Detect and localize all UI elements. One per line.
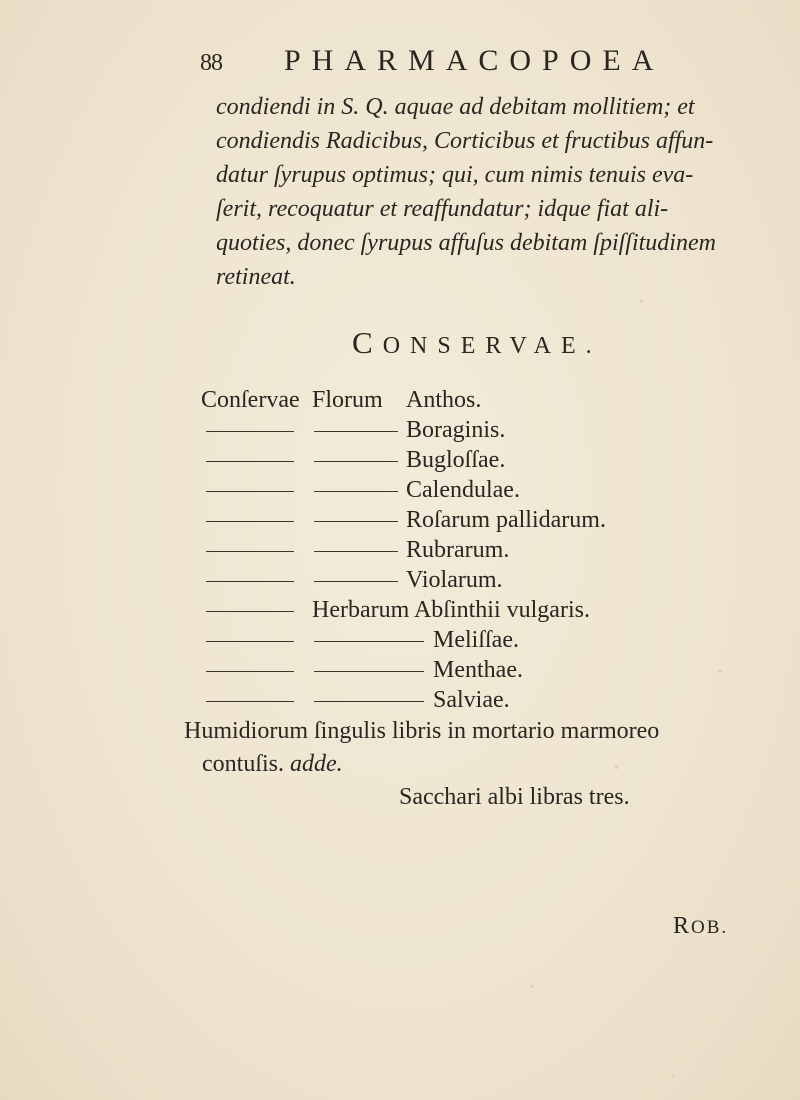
running-title: PHARMACOPOEA	[284, 44, 665, 77]
paper-spot	[615, 765, 618, 769]
page-number: 88	[200, 50, 222, 76]
list-col3: Rubrarum.	[406, 537, 510, 563]
list-col3: Anthos.	[406, 387, 482, 413]
list-col3: Meliſſae.	[433, 627, 519, 653]
ditto-rule	[314, 521, 398, 522]
intro-line: condiendis Radicibus, Corticibus et fructibus affun-	[216, 128, 714, 154]
intro-line: condiendi in S. Q. aquae ad debitam mollitiem; et	[216, 94, 695, 120]
ditto-rule	[314, 641, 424, 642]
catchword-rest: OB.	[691, 917, 729, 938]
list-col1: Conſervae	[201, 387, 300, 413]
catchword	[673, 913, 728, 940]
intro-line: retineat.	[216, 264, 296, 290]
ditto-rule	[206, 491, 294, 492]
closing-line: Sacchari albi libras tres.	[399, 784, 630, 810]
ditto-rule	[314, 461, 398, 462]
ditto-rule	[314, 581, 398, 582]
ditto-rule	[206, 431, 294, 432]
list-col3: Bugloſſae.	[406, 447, 506, 473]
intro-line: datur ſyrupus optimus; qui, cum nimis tenuis eva-	[216, 162, 694, 188]
intro-line: quoties, donec ſyrupus affuſus debitam ſpiſſitudinem	[216, 230, 716, 256]
page-header	[200, 42, 800, 82]
paper-spot	[530, 985, 533, 988]
ditto-rule	[206, 701, 294, 702]
paper-spot	[640, 300, 643, 303]
ditto-rule	[206, 611, 294, 612]
ditto-rule	[314, 551, 398, 552]
intro-line: ſerit, recoquatur et reaffundatur; idque fiat ali-	[216, 196, 669, 222]
ditto-rule	[314, 701, 424, 702]
ditto-rule	[206, 461, 294, 462]
catchword-initial: R	[673, 913, 692, 939]
closing-italic: adde.	[290, 751, 343, 777]
list-col3: Calendulae.	[406, 477, 520, 503]
closing-line	[202, 751, 343, 778]
ditto-rule	[206, 581, 294, 582]
list-col2: Florum	[312, 387, 383, 413]
ditto-rule	[206, 521, 294, 522]
ditto-rule	[206, 671, 294, 672]
ditto-rule	[206, 551, 294, 552]
paper-spot	[672, 1075, 675, 1078]
ditto-rule	[314, 671, 424, 672]
section-heading	[352, 325, 602, 361]
section-heading-initial: C	[352, 325, 383, 360]
closing-line: Humidiorum ſingulis libris in mortario marmoreo	[184, 718, 660, 744]
ditto-rule	[206, 641, 294, 642]
paper-spot	[718, 670, 722, 673]
list-col3: Roſarum pallidarum.	[406, 507, 606, 533]
list-col3: Violarum.	[406, 567, 503, 593]
list-col3: Menthae.	[433, 657, 523, 683]
intro-paragraph	[216, 90, 776, 294]
ditto-rule	[314, 431, 398, 432]
section-heading-rest: ONSERVAE.	[382, 333, 602, 359]
list-col2: Herbarum Abſinthii vulgaris.	[312, 597, 590, 623]
ditto-rule	[314, 491, 398, 492]
list-col3: Salviae.	[433, 687, 510, 713]
closing-text: contuſis.	[202, 751, 284, 777]
list-col3: Boraginis.	[406, 417, 506, 443]
